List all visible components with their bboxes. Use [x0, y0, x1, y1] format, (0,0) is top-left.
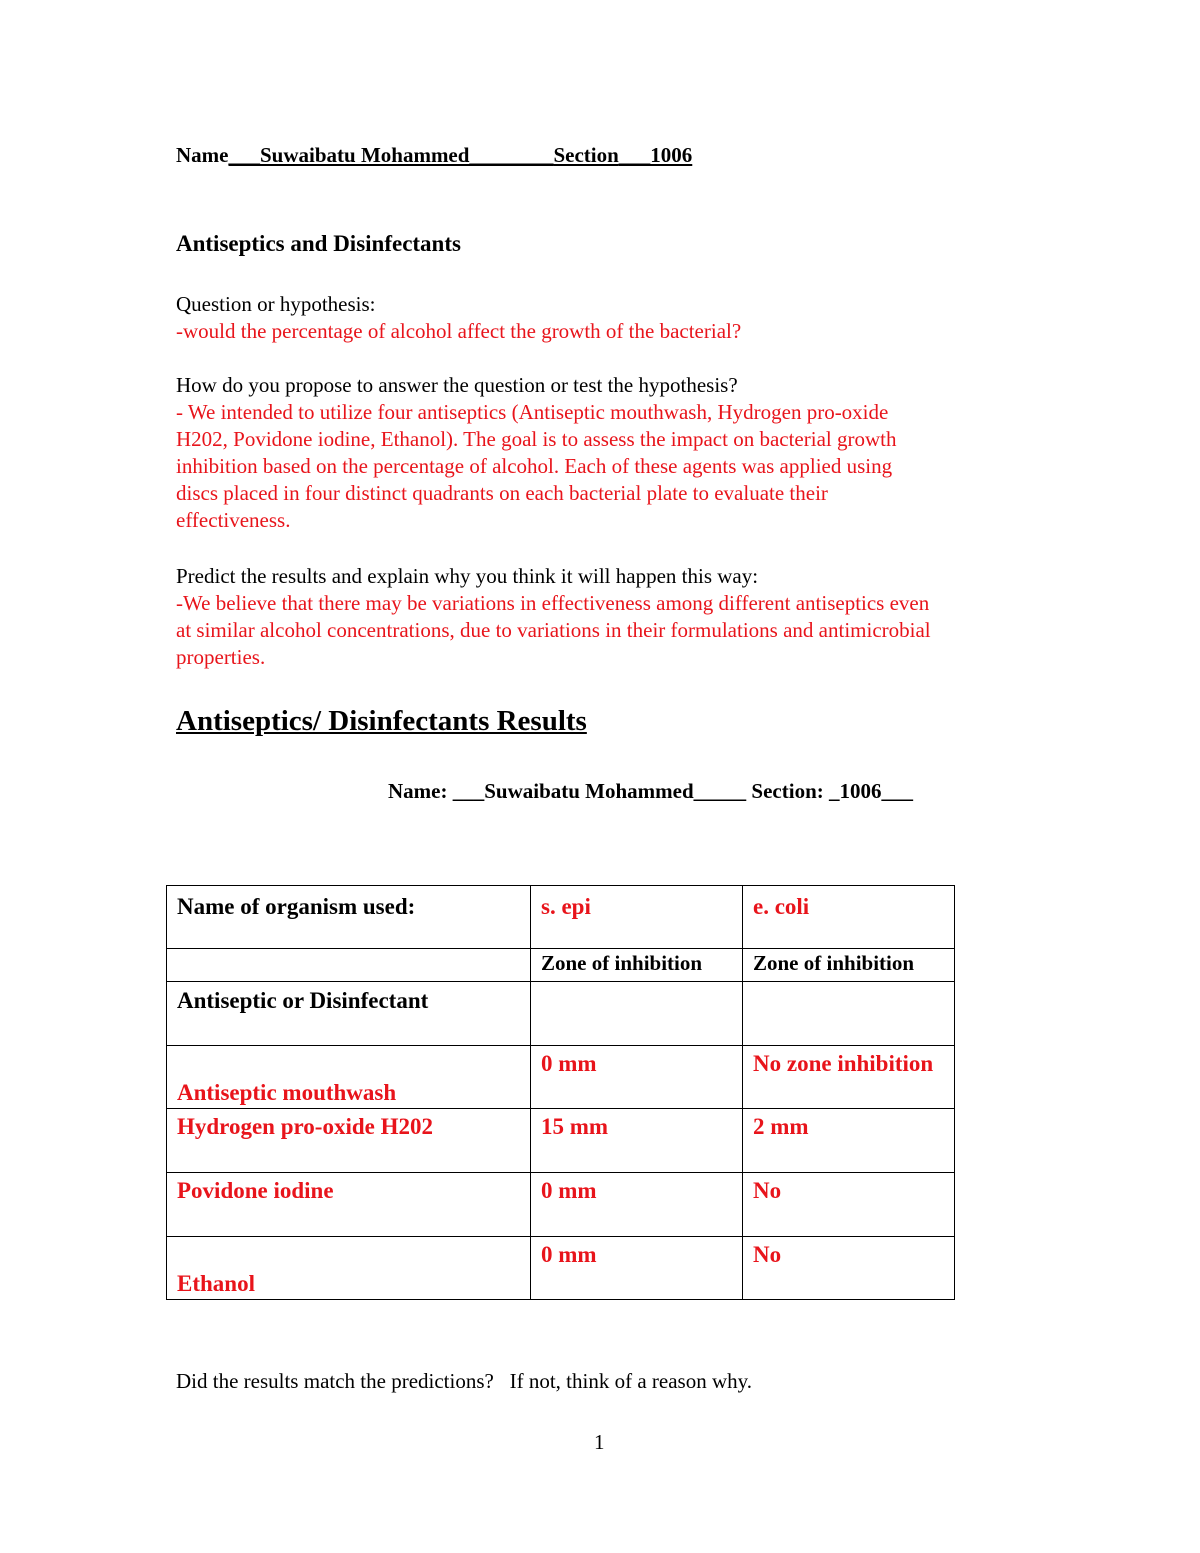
question-block	[176, 291, 1046, 345]
organism-label-cell: Name of organism used:	[167, 886, 531, 949]
agent-name: Povidone iodine	[167, 1173, 531, 1237]
method-answer-line: H202, Povidone iodine, Ethanol). The goal is to assess the impact on bacterial growth	[176, 427, 897, 451]
header-line	[176, 143, 692, 168]
method-answer-line: effectiveness.	[176, 508, 291, 532]
s-epi-value: 0 mm	[531, 1173, 743, 1237]
prediction-block	[176, 563, 1046, 671]
e-coli-value: No zone inhibition	[743, 1046, 955, 1109]
prediction-label: Predict the results and explain why you think it will happen this way:	[176, 564, 759, 588]
prediction-answer-line: -We believe that there may be variations in effectiveness among different antiseptics even	[176, 591, 930, 615]
table-row	[167, 1109, 955, 1173]
zone-label-e-coli: Zone of inhibition	[743, 949, 955, 982]
name-label: Name	[176, 143, 229, 167]
closing-question: Did the results match the predictions? If not, think of a reason why.	[176, 1369, 752, 1393]
prediction-answer-line: properties.	[176, 645, 266, 669]
agent-label-cell: Antiseptic or Disinfectant	[167, 982, 531, 1046]
table-row	[167, 949, 955, 982]
method-answer-line: discs placed in four distinct quadrants on each bacterial plate to evaluate their	[176, 481, 828, 505]
name-value: ___Suwaibatu Mohammed________	[228, 143, 554, 167]
method-answer-line: - We intended to utilize four antiseptics (Antiseptic mouthwash, Hydrogen pro-oxide	[176, 400, 889, 424]
s-epi-value: 15 mm	[531, 1109, 743, 1173]
zone-label-s-epi: Zone of inhibition	[531, 949, 743, 982]
table-row	[167, 982, 955, 1046]
empty-cell	[167, 949, 531, 982]
method-label: How do you propose to answer the question or test the hypothesis?	[176, 373, 738, 397]
question-label: Question or hypothesis:	[176, 292, 376, 316]
section-value: ___1006	[618, 143, 693, 167]
results-title: Antiseptics/ Disinfectants Results	[176, 705, 587, 737]
table-row	[167, 1237, 955, 1300]
agent-name: Ethanol	[167, 1237, 531, 1300]
table-row	[167, 886, 955, 949]
empty-cell	[531, 982, 743, 1046]
question-answer: -would the percentage of alcohol affect the growth of the bacterial?	[176, 319, 742, 343]
empty-cell	[743, 982, 955, 1046]
agent-name: Hydrogen pro-oxide H202	[167, 1109, 531, 1173]
s-epi-value: 0 mm	[531, 1237, 743, 1300]
results-header: Name: ___Suwaibatu Mohammed_____ Section: _1006___	[388, 779, 913, 803]
page-number: 1	[594, 1430, 605, 1454]
document-title: Antiseptics and Disinfectants	[176, 231, 461, 256]
table-row	[167, 1046, 955, 1109]
method-answer-line: inhibition based on the percentage of alcohol. Each of these agents was applied using	[176, 454, 893, 478]
section-label: Section	[553, 143, 619, 167]
results-table	[166, 885, 955, 1300]
method-block	[176, 372, 1046, 534]
e-coli-value: No	[743, 1173, 955, 1237]
agent-name: Antiseptic mouthwash	[167, 1046, 531, 1109]
organism-s-epi: s. epi	[531, 886, 743, 949]
s-epi-value: 0 mm	[531, 1046, 743, 1109]
prediction-answer-line: at similar alcohol concentrations, due to variations in their formulations and antimicrobial	[176, 618, 931, 642]
e-coli-value: No	[743, 1237, 955, 1300]
table-row	[167, 1173, 955, 1237]
e-coli-value: 2 mm	[743, 1109, 955, 1173]
organism-e-coli: e. coli	[743, 886, 955, 949]
